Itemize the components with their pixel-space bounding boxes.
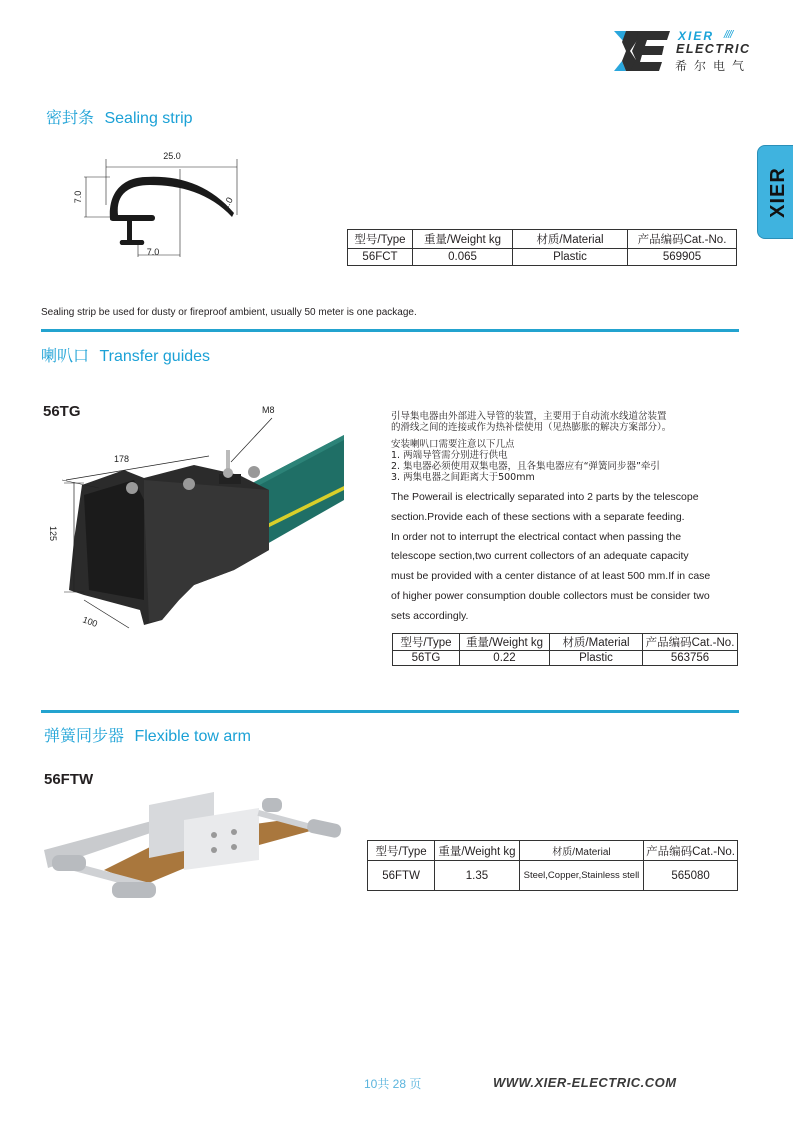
table-cell: 0.065 [413, 249, 513, 266]
spec-table-flexible-tow-arm [367, 840, 738, 891]
table-cell: 563756 [643, 651, 738, 666]
side-tab [757, 145, 793, 239]
desc-cn-line: 3. 两集电器之间距离大于500mm [391, 472, 535, 483]
dim-thickness: 1.0 [219, 195, 235, 212]
transfer-guide-desc-cn [391, 411, 741, 483]
logo-name-line1: XIER [678, 29, 715, 43]
table-cell: Plastic [513, 249, 628, 266]
page-number: 10共 28 页 [364, 1077, 422, 1091]
table-cell: 56TG [393, 651, 460, 666]
spec-table-sealing-strip [347, 229, 737, 266]
logo-name-line2: ELECTRIC [676, 42, 751, 56]
dim-height: 125 [48, 526, 58, 542]
spec-table-transfer-guides [392, 633, 738, 666]
table-cell: Steel,Copper,Stainless stell [519, 861, 643, 891]
dim-bolt: M8 [262, 405, 275, 415]
table-cell: 565080 [644, 861, 738, 891]
logo-name-cn: 希尔电气 [675, 59, 752, 73]
table-cell: Plastic [550, 651, 643, 666]
desc-cn-line: 1. 两端导管需分别进行供电 [391, 450, 508, 461]
desc-cn-line: 引导集电器由外部进入导管的装置，主要用于自动流水线道岔装置 [391, 411, 667, 422]
model-label-56ftw: 56FTW [44, 771, 94, 788]
table-cell: 56FCT [348, 249, 413, 266]
table-header: 产品编码Cat.-No. [643, 634, 738, 651]
desc-en-line: section.Provide each of these sections with a separate feeding. [391, 510, 685, 523]
table-header: 材质/Material [550, 634, 643, 651]
section-title-cn: 密封条 [46, 110, 95, 127]
table-header: 型号/Type [348, 230, 413, 249]
table-header-row [393, 634, 738, 651]
section-title-en: Flexible tow arm [134, 728, 251, 745]
section-divider [41, 710, 739, 713]
section-title-flexible-tow-arm [44, 723, 251, 746]
table-cell: 1.35 [435, 861, 520, 891]
dim-length: 178 [114, 454, 130, 464]
model-label-56tg: 56TG [43, 403, 81, 420]
desc-en-line: The Powerail is electrically separated into 2 parts by the telescope [391, 491, 699, 503]
table-cell: 569905 [628, 249, 737, 266]
xe-logo-mark-icon [612, 28, 674, 74]
section-title-cn: 喇叭口 [41, 348, 90, 365]
table-header: 重量/Weight kg [435, 841, 520, 861]
section-title-en: Transfer guides [99, 348, 211, 365]
desc-en-line: must be provided with a center distance of at least 500 mm.If in case [391, 570, 711, 583]
table-header: 型号/Type [368, 841, 435, 861]
dim-height: 7.0 [73, 190, 83, 204]
table-row [348, 249, 737, 266]
table-header: 材质/Material [519, 841, 643, 861]
section-title-en: Sealing strip [104, 110, 193, 127]
table-cell: 56FTW [368, 861, 435, 891]
table-header: 材质/Material [513, 230, 628, 249]
table-row [393, 651, 738, 666]
desc-en-line: telescope section,two current collectors of an adequate capacity [391, 550, 689, 563]
dim-offset: 7.0 [146, 247, 160, 257]
section-divider [41, 329, 739, 332]
table-cell: 0.22 [460, 651, 550, 666]
table-row [368, 861, 738, 891]
side-tab-label: XIER [766, 166, 789, 218]
table-header: 产品编码Cat.-No. [644, 841, 738, 861]
desc-en-line: sets accordingly. [391, 609, 469, 622]
desc-cn-line: 2. 集电器必须使用双集电器，且各集电器应有“弹簧同步器”牵引 [391, 461, 660, 472]
desc-en-line: In order not to interrupt the electrical contact when passing the [391, 530, 682, 543]
section-title-transfer-guides [41, 343, 210, 366]
table-header: 型号/Type [393, 634, 460, 651]
desc-cn-line: 的滑线之间的连接或作为热补偿使用（见热膨胀的解决方案部分）。 [391, 422, 672, 433]
table-header-row [348, 230, 737, 249]
transfer-guide-desc-en [391, 488, 741, 627]
section-title-sealing-strip [46, 105, 193, 128]
brand-logo [612, 28, 762, 74]
desc-cn-line: 安装喇叭口需要注意以下几点 [391, 439, 515, 450]
table-header: 产品编码Cat.-No. [628, 230, 737, 249]
table-header-row [368, 841, 738, 861]
desc-en-line: of higher power consumption double collectors must be consider two [391, 589, 710, 602]
sealing-strip-drawing [70, 145, 250, 265]
dim-width: 25.0 [163, 151, 181, 161]
dim-width: 100 [81, 614, 99, 630]
section-title-cn: 弹簧同步器 [44, 728, 125, 745]
table-header: 重量/Weight kg [460, 634, 550, 651]
sealing-strip-note: Sealing strip be used for dusty or fireproof ambient, usually 50 meter is one package. [41, 307, 417, 318]
logo-slashes: //// [724, 29, 733, 41]
table-header: 重量/Weight kg [413, 230, 513, 249]
transfer-guide-image [44, 400, 380, 636]
website-link[interactable]: WWW.XIER-ELECTRIC.COM [493, 1075, 677, 1090]
flexible-tow-arm-image [44, 790, 354, 910]
